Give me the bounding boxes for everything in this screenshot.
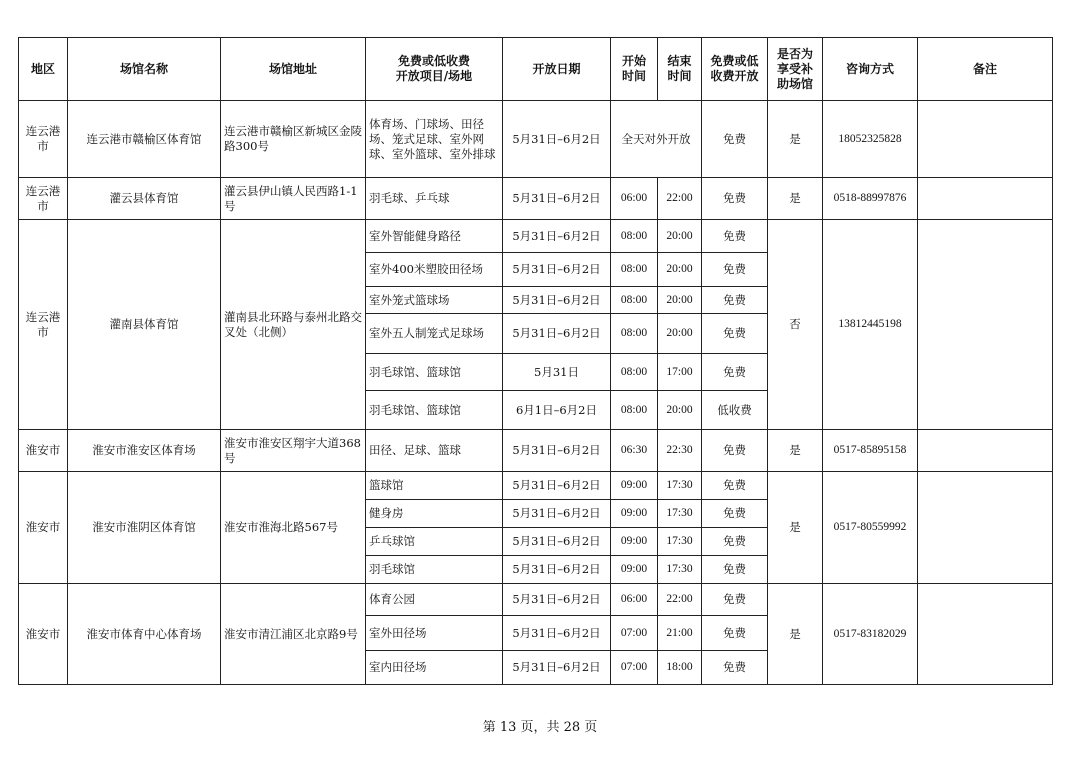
venue-address-cell: 淮安市淮安区翔宇大道368号 <box>221 430 366 472</box>
project-cell: 室外五人制笼式足球场 <box>366 314 503 354</box>
date-cell: 5月31日–6月2日 <box>503 556 611 584</box>
fee-type-cell: 免费 <box>702 556 768 584</box>
end-time-cell: 20:00 <box>658 220 702 253</box>
end-time-cell: 20:00 <box>658 391 702 430</box>
start-time-cell: 08:00 <box>611 253 658 287</box>
subsidized-cell: 是 <box>768 430 823 472</box>
venue-name-cell: 灌云县体育馆 <box>68 178 221 220</box>
project-cell: 室内田径场 <box>366 651 503 685</box>
header-note: 备注 <box>918 38 1053 101</box>
fee-type-cell: 免费 <box>702 584 768 616</box>
venue-address-cell: 淮安市清江浦区北京路9号 <box>221 584 366 685</box>
note-cell <box>918 101 1053 178</box>
start-time-cell: 09:00 <box>611 556 658 584</box>
start-time-cell: 07:00 <box>611 651 658 685</box>
end-time-cell: 17:30 <box>658 472 702 500</box>
venue-address-cell: 灌南县北环路与泰州北路交叉处（北侧） <box>221 220 366 430</box>
venue-address-cell: 淮安市淮海北路567号 <box>221 472 366 584</box>
table-row <box>19 584 1053 616</box>
fee-type-cell: 免费 <box>702 101 768 178</box>
date-cell: 5月31日–6月2日 <box>503 101 611 178</box>
project-cell: 羽毛球、乒乓球 <box>366 178 503 220</box>
fee-type-cell: 免费 <box>702 178 768 220</box>
region-cell: 淮安市 <box>19 472 68 584</box>
contact-cell: 0518-88997876 <box>823 178 918 220</box>
fee-type-cell: 免费 <box>702 616 768 651</box>
header-fee-type: 免费或低 收费开放 <box>702 38 768 101</box>
header-project: 免费或低收费 开放项目/场地 <box>366 38 503 101</box>
subsidized-cell: 是 <box>768 472 823 584</box>
date-cell: 5月31日–6月2日 <box>503 314 611 354</box>
end-time-cell: 22:00 <box>658 178 702 220</box>
note-cell <box>918 472 1053 584</box>
header-venue-name: 场馆名称 <box>68 38 221 101</box>
table-row <box>19 472 1053 500</box>
end-time-cell: 20:00 <box>658 253 702 287</box>
project-cell: 室外笼式篮球场 <box>366 287 503 314</box>
start-time-cell: 09:00 <box>611 528 658 556</box>
project-cell: 羽毛球馆、篮球馆 <box>366 354 503 391</box>
end-time-cell: 17:30 <box>658 556 702 584</box>
contact-cell: 0517-85895158 <box>823 430 918 472</box>
end-time-cell: 22:00 <box>658 584 702 616</box>
header-date: 开放日期 <box>503 38 611 101</box>
table-row <box>19 430 1053 472</box>
project-cell: 室外田径场 <box>366 616 503 651</box>
venue-address-cell: 灌云县伊山镇人民西路1-1号 <box>221 178 366 220</box>
project-cell: 乒乓球馆 <box>366 528 503 556</box>
header-region: 地区 <box>19 38 68 101</box>
start-time-cell: 08:00 <box>611 287 658 314</box>
end-time-cell: 22:30 <box>658 430 702 472</box>
subsidized-cell: 否 <box>768 220 823 430</box>
contact-cell: 18052325828 <box>823 101 918 178</box>
subsidized-cell: 是 <box>768 584 823 685</box>
start-time-cell: 07:00 <box>611 616 658 651</box>
table-row <box>19 220 1053 253</box>
date-cell: 5月31日–6月2日 <box>503 253 611 287</box>
start-time-cell: 09:00 <box>611 500 658 528</box>
end-time-cell: 21:00 <box>658 616 702 651</box>
venue-address-cell: 连云港市赣榆区新城区金陵路300号 <box>221 101 366 178</box>
end-time-cell: 17:30 <box>658 500 702 528</box>
venue-name-cell: 淮安市体育中心体育场 <box>68 584 221 685</box>
header-subsidized: 是否为 享受补 助场馆 <box>768 38 823 101</box>
end-time-cell: 17:00 <box>658 354 702 391</box>
fee-type-cell: 免费 <box>702 354 768 391</box>
date-cell: 5月31日–6月2日 <box>503 220 611 253</box>
contact-cell: 0517-83182029 <box>823 584 918 685</box>
fee-type-cell: 免费 <box>702 220 768 253</box>
date-cell: 5月31日–6月2日 <box>503 500 611 528</box>
start-time-cell: 09:00 <box>611 472 658 500</box>
project-cell: 健身房 <box>366 500 503 528</box>
project-cell: 羽毛球馆 <box>366 556 503 584</box>
table-row <box>19 101 1053 178</box>
project-cell: 田径、足球、篮球 <box>366 430 503 472</box>
start-time-cell: 06:00 <box>611 178 658 220</box>
venue-name-cell: 淮安市淮阴区体育馆 <box>68 472 221 584</box>
date-cell: 5月31日–6月2日 <box>503 472 611 500</box>
start-time-cell: 06:30 <box>611 430 658 472</box>
date-cell: 6月1日–6月2日 <box>503 391 611 430</box>
header-start-time: 开始 时间 <box>611 38 658 101</box>
region-cell: 连云港市 <box>19 220 68 430</box>
start-time-cell: 06:00 <box>611 584 658 616</box>
fee-type-cell: 低收费 <box>702 391 768 430</box>
end-time-cell: 20:00 <box>658 314 702 354</box>
note-cell <box>918 178 1053 220</box>
venue-name-cell: 灌南县体育馆 <box>68 220 221 430</box>
date-cell: 5月31日 <box>503 354 611 391</box>
subsidized-cell: 是 <box>768 101 823 178</box>
project-cell: 篮球馆 <box>366 472 503 500</box>
fee-type-cell: 免费 <box>702 287 768 314</box>
region-cell: 连云港市 <box>19 178 68 220</box>
date-cell: 5月31日–6月2日 <box>503 584 611 616</box>
project-cell: 体育公园 <box>366 584 503 616</box>
note-cell <box>918 430 1053 472</box>
region-cell: 淮安市 <box>19 584 68 685</box>
date-cell: 5月31日–6月2日 <box>503 651 611 685</box>
fee-type-cell: 免费 <box>702 253 768 287</box>
start-time-cell: 08:00 <box>611 391 658 430</box>
date-cell: 5月31日–6月2日 <box>503 430 611 472</box>
contact-cell: 0517-80559992 <box>823 472 918 584</box>
end-time-cell: 20:00 <box>658 287 702 314</box>
header-venue-address: 场馆地址 <box>221 38 366 101</box>
page-number: 第 13 页，共 28 页 <box>482 720 598 735</box>
fee-type-cell: 免费 <box>702 430 768 472</box>
venue-table <box>18 37 1053 685</box>
venue-name-cell: 淮安市淮安区体育场 <box>68 430 221 472</box>
date-cell: 5月31日–6月2日 <box>503 287 611 314</box>
open-hours-cell: 全天对外开放 <box>611 101 702 178</box>
region-cell: 连云港市 <box>19 101 68 178</box>
header-contact: 咨询方式 <box>823 38 918 101</box>
end-time-cell: 17:30 <box>658 528 702 556</box>
table-row <box>19 178 1053 220</box>
end-time-cell: 18:00 <box>658 651 702 685</box>
start-time-cell: 08:00 <box>611 354 658 391</box>
note-cell <box>918 220 1053 430</box>
project-cell: 体育场、门球场、田径场、笼式足球、室外网球、室外篮球、室外排球 <box>366 101 503 178</box>
header-end-time: 结束 时间 <box>658 38 702 101</box>
venue-name-cell: 连云港市赣榆区体育馆 <box>68 101 221 178</box>
project-cell: 室外400米塑胶田径场 <box>366 253 503 287</box>
region-cell: 淮安市 <box>19 430 68 472</box>
project-cell: 羽毛球馆、篮球馆 <box>366 391 503 430</box>
date-cell: 5月31日–6月2日 <box>503 528 611 556</box>
note-cell <box>918 584 1053 685</box>
fee-type-cell: 免费 <box>702 528 768 556</box>
fee-type-cell: 免费 <box>702 651 768 685</box>
start-time-cell: 08:00 <box>611 220 658 253</box>
project-cell: 室外智能健身路径 <box>366 220 503 253</box>
fee-type-cell: 免费 <box>702 500 768 528</box>
contact-cell: 13812445198 <box>823 220 918 430</box>
venue-table-body <box>19 101 1053 685</box>
start-time-cell: 08:00 <box>611 314 658 354</box>
date-cell: 5月31日–6月2日 <box>503 616 611 651</box>
subsidized-cell: 是 <box>768 178 823 220</box>
fee-type-cell: 免费 <box>702 472 768 500</box>
header-row <box>19 38 1053 101</box>
date-cell: 5月31日–6月2日 <box>503 178 611 220</box>
fee-type-cell: 免费 <box>702 314 768 354</box>
